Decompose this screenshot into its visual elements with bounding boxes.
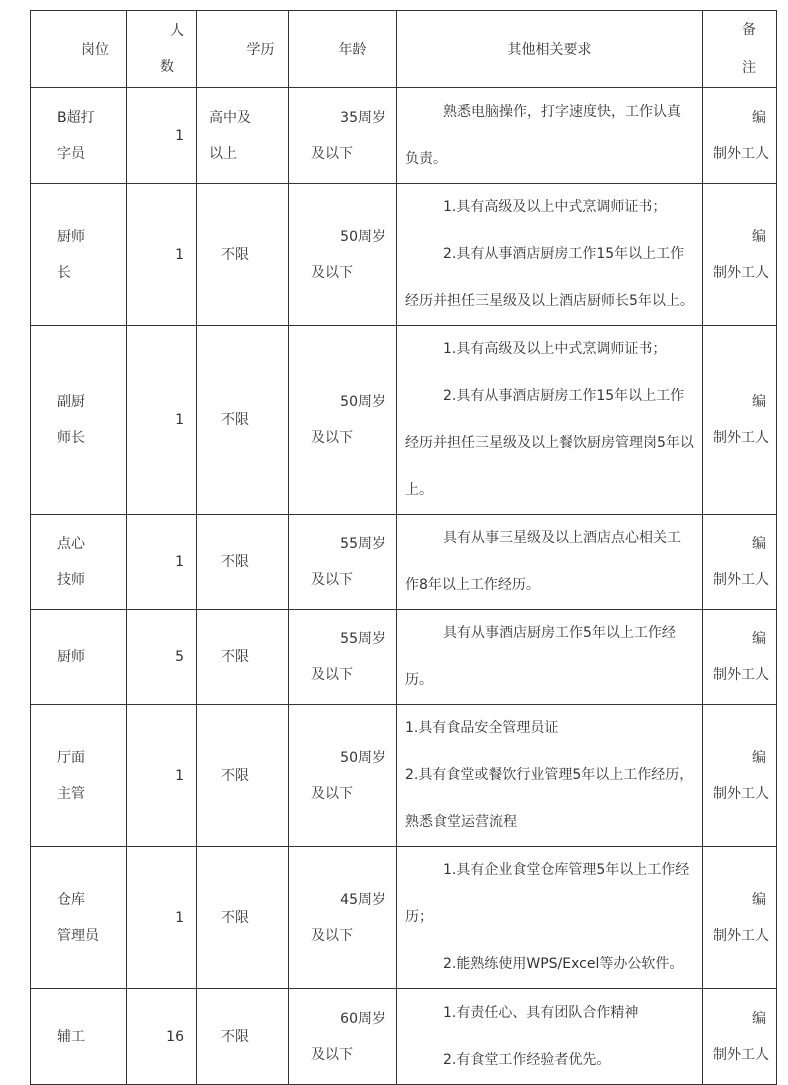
age-line: 45周岁 (340, 891, 386, 908)
education-cell (197, 989, 289, 1085)
count-cell (127, 88, 197, 184)
header-age-label: 年龄 (338, 42, 367, 58)
count-value: 1 (175, 909, 184, 926)
position-cell (31, 705, 127, 847)
position-text (31, 882, 123, 954)
remark-text (703, 621, 776, 693)
requirements-text (397, 990, 702, 1084)
age-line: 及以下 (311, 1046, 353, 1063)
header-position (31, 11, 127, 88)
age-text (289, 882, 396, 954)
requirement-line: 熟悉食堂运营流程 (405, 814, 517, 830)
requirements-cell (397, 515, 703, 610)
requirement-line: 2.具有从事酒店厨房工作15年以上工作 (443, 388, 685, 404)
remark-line: 制外工人 (713, 1046, 769, 1063)
position-lines-line: 长 (57, 264, 71, 281)
requirements-text (397, 847, 702, 988)
remark-cell (703, 515, 777, 610)
position-cell (31, 88, 127, 184)
position-text (31, 100, 123, 172)
remark-text (703, 384, 776, 456)
requirements-cell (397, 847, 703, 989)
remark-text (703, 1001, 776, 1073)
age-line: 50周岁 (340, 394, 386, 410)
age-line: 50周岁 (340, 228, 386, 245)
position-lines-line: 点心 (57, 536, 85, 552)
remark-text (703, 100, 776, 172)
remark-cell (703, 184, 777, 326)
count-cell (127, 184, 197, 326)
age-text (289, 100, 396, 172)
requirement-line: 2.具有从事酒店厨房工作15年以上工作 (443, 246, 685, 262)
remark-cell (703, 847, 777, 989)
education-cell (197, 610, 289, 705)
education-cell (197, 184, 289, 326)
requirement-line: 1.具有高级及以上中式烹调师证书； (443, 199, 667, 215)
age-text (289, 384, 396, 456)
requirement-line: 作8年以上工作经历。 (405, 577, 540, 593)
position-text (31, 384, 123, 456)
remark-line: 编 (752, 394, 766, 410)
requirement-line: 2.有食堂工作经验者优先。 (443, 1051, 611, 1068)
count-value: 1 (175, 246, 184, 263)
table-row (31, 88, 777, 184)
count-value: 5 (175, 649, 184, 665)
header-count (127, 11, 197, 88)
header-remark (703, 11, 777, 88)
education-cell (197, 847, 289, 989)
age-cell (289, 326, 397, 515)
position-cell (31, 184, 127, 326)
education-cell (197, 326, 289, 515)
remark-line: 编 (752, 109, 766, 126)
remark-line: 制外工人 (713, 145, 769, 162)
position-lines-line: 厨师 (57, 228, 85, 245)
education-lines-line: 不限 (221, 767, 249, 784)
age-line: 及以下 (311, 572, 353, 588)
education-text (197, 544, 288, 580)
education-cell (197, 88, 289, 184)
requirement-line: 经历并担任三星级及以上餐饮厨房管理岗5年以 (405, 435, 694, 451)
age-line: 55周岁 (340, 536, 386, 552)
position-text (31, 526, 123, 598)
remark-cell (703, 705, 777, 847)
count-cell (127, 610, 197, 705)
header-position-label: 岗位 (81, 42, 109, 58)
age-text (289, 526, 396, 598)
position-lines-line: 管理员 (57, 927, 99, 944)
position-cell (31, 515, 127, 610)
count-cell (127, 847, 197, 989)
remark-line: 编 (752, 749, 766, 766)
position-cell (31, 847, 127, 989)
remark-cell (703, 88, 777, 184)
age-line: 及以下 (311, 667, 353, 683)
remark-line: 制外工人 (713, 430, 769, 446)
count-value: 1 (175, 412, 184, 428)
position-cell (31, 326, 127, 515)
header-age (289, 11, 397, 88)
position-lines-line: 厨师 (57, 649, 85, 665)
age-text (289, 740, 396, 812)
position-cell (31, 989, 127, 1085)
requirement-line: 1.有责任心、具有团队合作精神 (443, 1004, 639, 1021)
remark-text (703, 526, 776, 598)
remark-text (703, 882, 776, 954)
requirements-text (397, 326, 702, 514)
header-remark-line1: 备 (742, 22, 756, 38)
remark-line: 编 (752, 891, 766, 908)
count-cell (127, 989, 197, 1085)
age-line: 及以下 (311, 927, 353, 944)
education-cell (197, 705, 289, 847)
table-row (31, 326, 777, 515)
age-text (289, 621, 396, 693)
header-requirements (397, 11, 703, 88)
count-value: 1 (175, 767, 184, 784)
table-row (31, 515, 777, 610)
remark-text (703, 740, 776, 812)
position-lines-line: 仓库 (57, 891, 85, 908)
age-cell (289, 184, 397, 326)
position-lines-line: 技师 (57, 572, 85, 588)
age-cell (289, 989, 397, 1085)
table-row (31, 989, 777, 1085)
position-text (31, 740, 123, 812)
remark-line: 制外工人 (713, 785, 769, 802)
header-count-line2: 数 (160, 59, 174, 75)
count-value: 16 (166, 1028, 184, 1045)
requirement-line: 熟悉电脑操作，打字速度快，工作认真 (443, 103, 681, 120)
requirement-line: 上。 (405, 482, 433, 498)
requirements-text (397, 89, 702, 183)
age-line: 55周岁 (340, 631, 386, 647)
remark-line: 编 (752, 536, 766, 552)
remark-line: 制外工人 (713, 264, 769, 281)
recruitment-table (30, 10, 777, 1085)
education-text (197, 639, 288, 675)
education-lines-line: 高中及 (209, 109, 251, 126)
header-count-line1: 人 (170, 23, 184, 39)
requirements-text (397, 515, 702, 609)
requirement-line: 具有从事酒店厨房工作5年以上工作经 (443, 625, 676, 641)
requirement-line: 1.具有高级及以上中式烹调师证书； (443, 341, 667, 357)
education-text (197, 758, 288, 794)
age-line: 及以下 (311, 264, 353, 281)
requirement-line: 负责。 (405, 150, 447, 167)
header-count-label (127, 13, 196, 85)
header-requirements-label: 其他相关要求 (507, 42, 592, 58)
education-lines-line: 不限 (221, 909, 249, 926)
remark-cell (703, 326, 777, 515)
position-text (31, 219, 123, 291)
requirements-cell (397, 989, 703, 1085)
age-text (289, 1001, 396, 1073)
header-remark-line2: 注 (742, 60, 756, 76)
education-lines-line: 不限 (221, 246, 249, 263)
education-text (197, 402, 288, 438)
age-line: 50周岁 (340, 749, 386, 766)
remark-line: 制外工人 (713, 927, 769, 944)
age-text (289, 219, 396, 291)
position-lines-line: 辅工 (57, 1028, 85, 1045)
requirement-line: 历。 (405, 672, 433, 688)
requirements-cell (397, 705, 703, 847)
position-lines-line: 字员 (57, 145, 85, 162)
requirement-line: 具有从事三星级及以上酒店点心相关工 (443, 530, 681, 546)
count-cell (127, 515, 197, 610)
position-lines-line: B超打 (57, 109, 95, 126)
header-education-label: 学历 (246, 42, 275, 58)
remark-line: 编 (752, 1010, 766, 1027)
education-text (197, 237, 288, 273)
count-value: 1 (175, 554, 184, 570)
education-cell (197, 515, 289, 610)
remark-cell (703, 989, 777, 1085)
table-row (31, 184, 777, 326)
age-line: 及以下 (311, 785, 353, 802)
age-line: 60周岁 (340, 1010, 386, 1027)
requirement-line: 1.具有企业食堂仓库管理5年以上工作经 (443, 862, 690, 878)
age-line: 及以下 (311, 145, 353, 162)
header-row (31, 11, 777, 88)
position-lines-line: 厅面 (57, 749, 85, 766)
requirement-line: 2.具有食堂或餐饮行业管理5年以上工作经历， (405, 767, 694, 783)
education-lines-line: 不限 (221, 412, 249, 428)
age-line: 及以下 (311, 430, 353, 446)
table-body (31, 11, 777, 1085)
requirements-text (397, 184, 702, 325)
requirement-line: 1.具有食品安全管理员证 (405, 720, 559, 736)
education-lines-line: 不限 (221, 649, 249, 665)
age-cell (289, 88, 397, 184)
position-lines-line: 副厨 (57, 394, 85, 410)
count-value: 1 (175, 127, 184, 144)
education-lines-line: 以上 (209, 145, 237, 162)
education-text (197, 1019, 288, 1055)
requirements-cell (397, 88, 703, 184)
remark-line: 编 (752, 631, 766, 647)
requirements-text (397, 705, 702, 846)
education-text (197, 100, 288, 172)
header-remark-label (703, 11, 776, 87)
remark-line: 制外工人 (713, 667, 769, 683)
table-row (31, 610, 777, 705)
position-lines-line: 师长 (57, 430, 85, 446)
education-text (197, 900, 288, 936)
requirements-cell (397, 326, 703, 515)
count-cell (127, 326, 197, 515)
remark-cell (703, 610, 777, 705)
education-lines-line: 不限 (221, 1028, 249, 1045)
position-cell (31, 610, 127, 705)
requirement-line: 经历并担任三星级及以上酒店厨师长5年以上。 (405, 293, 694, 309)
requirement-line: 2.能熟练使用WPS/Excel等办公软件。 (443, 956, 684, 972)
education-lines-line: 不限 (221, 554, 249, 570)
position-text (31, 639, 123, 675)
age-cell (289, 515, 397, 610)
requirements-text (397, 610, 702, 704)
header-education (197, 11, 289, 88)
count-cell (127, 705, 197, 847)
age-cell (289, 705, 397, 847)
requirements-cell (397, 610, 703, 705)
remark-line: 编 (752, 228, 766, 245)
requirements-cell (397, 184, 703, 326)
remark-text (703, 219, 776, 291)
table-row (31, 847, 777, 989)
requirement-line: 历； (405, 909, 433, 925)
age-cell (289, 847, 397, 989)
position-lines-line: 主管 (57, 785, 85, 802)
remark-line: 制外工人 (713, 572, 769, 588)
position-text (31, 1019, 123, 1055)
age-cell (289, 610, 397, 705)
table-row (31, 705, 777, 847)
age-line: 35周岁 (340, 109, 386, 126)
